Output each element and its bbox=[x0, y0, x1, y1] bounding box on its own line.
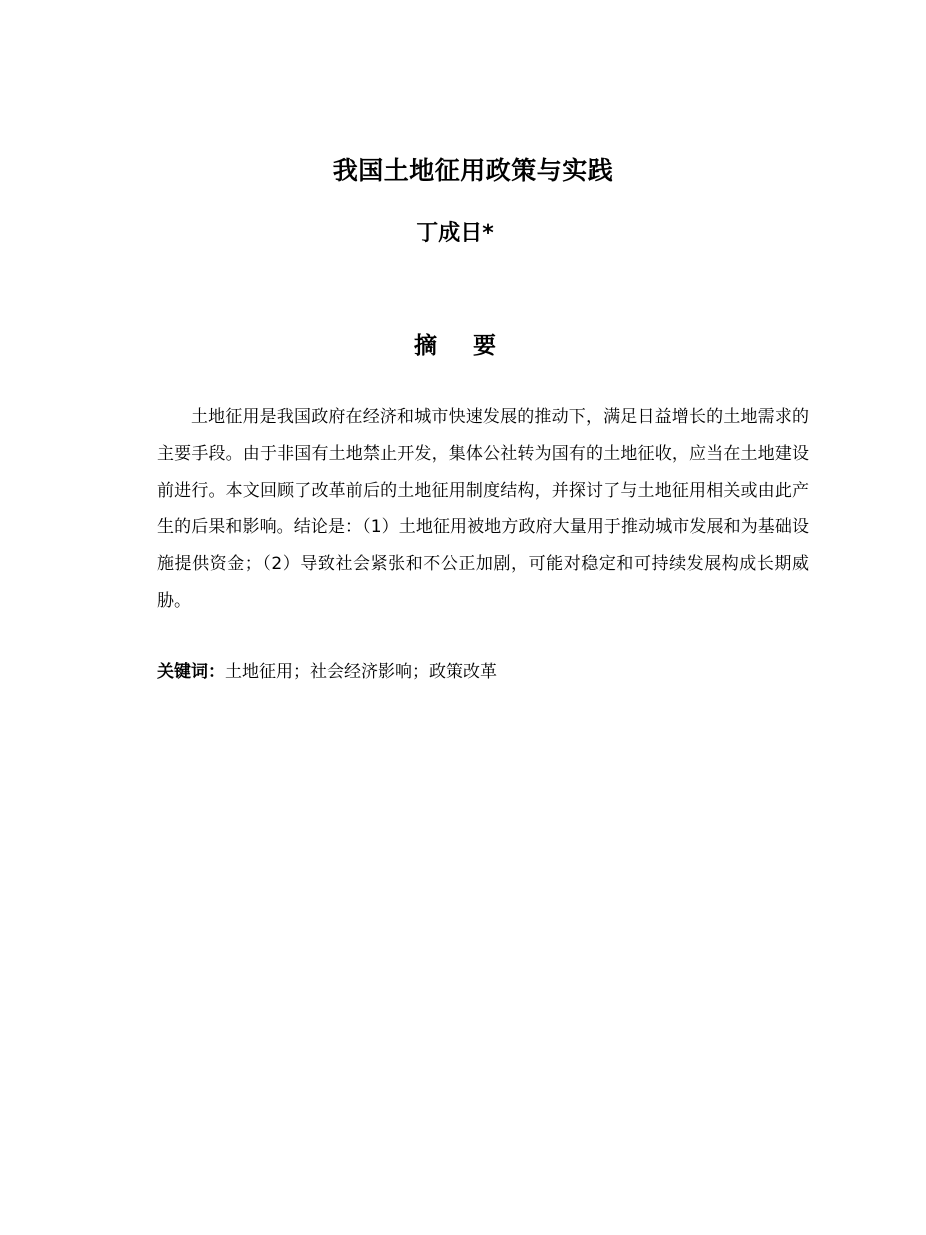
keywords-label: 关键词： bbox=[157, 662, 225, 682]
abstract-body: 土地征用是我国政府在经济和城市快速发展的推动下，满足日益增长的土地需求的主要手段。由于非国有土地禁止开发，集体公社转为国有的土地征收，应当在土地建设前进行。本文回顾了改革前后的土地征用制度结构，并探讨了与土地征用相关或由此产生的后果和影响。结论是：（1）土地征用被地方政府大量用于推动城市发展和为基础设施提供资金；（2）导致社会紧张和不公正加剧，可能对稳定和可持续发展构成长期威胁。 bbox=[157, 407, 809, 611]
keywords-text: 土地征用；社会经济影响；政策改革 bbox=[225, 662, 497, 682]
paper-author: 丁成日* bbox=[416, 221, 494, 246]
keywords-line bbox=[157, 660, 809, 684]
abstract-heading: 摘 要 bbox=[413, 333, 510, 359]
paper-title: 我国土地征用政策与实践 bbox=[332, 156, 614, 185]
